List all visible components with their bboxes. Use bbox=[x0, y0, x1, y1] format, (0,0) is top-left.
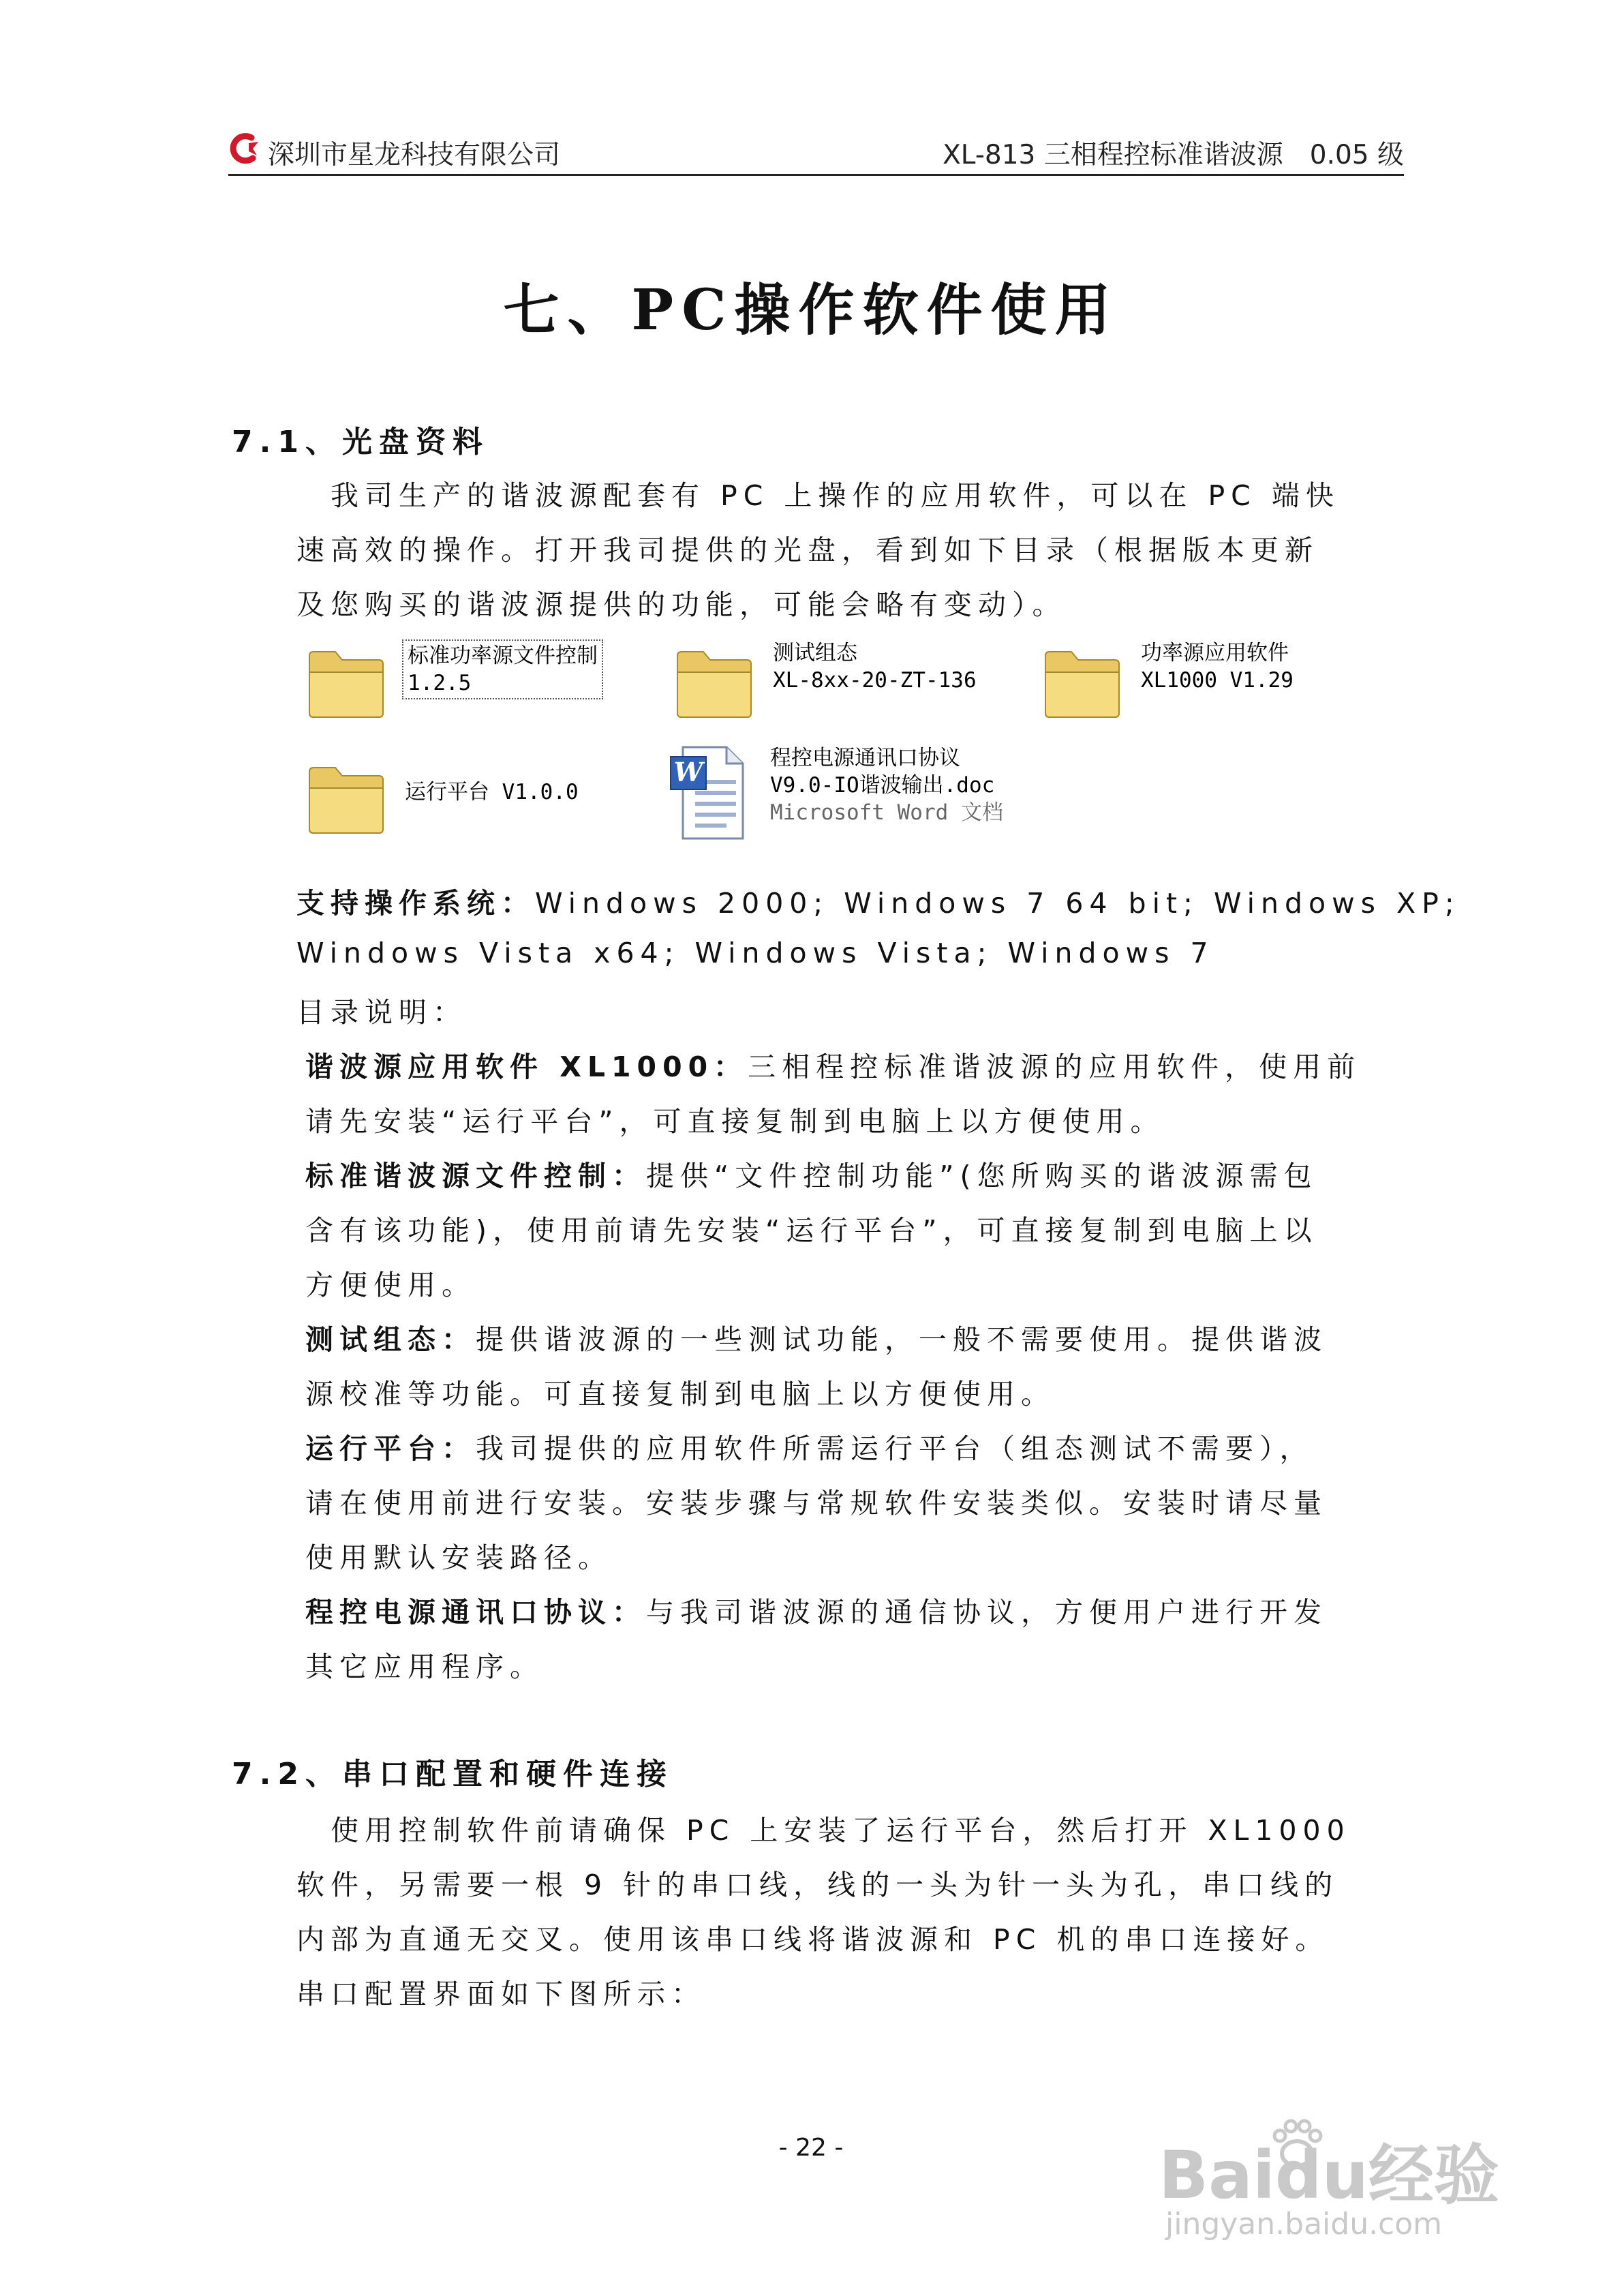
section2-line-2: 软件，另需要一根 9 针的串口线，线的一头为针一头为孔，串口线的 bbox=[296, 1869, 1339, 1901]
section-heading-7-1: 7.1、光盘资料 bbox=[232, 425, 489, 459]
desc-runtime-line-3: 使用默认安装路径。 bbox=[305, 1541, 612, 1574]
section-heading-7-2: 7.2、串口配置和硬件连接 bbox=[232, 1757, 673, 1792]
company-name: 深圳市星龙科技有限公司 bbox=[268, 140, 561, 170]
folder-version: XL-8xx-20-ZT-136 bbox=[773, 668, 977, 693]
folder-name: 运行平台 V1.0.0 bbox=[405, 780, 579, 804]
page-header bbox=[228, 128, 1404, 175]
folder-item[interactable] bbox=[1041, 633, 1396, 721]
intro-line-2: 速高效的操作。打开我司提供的光盘，看到如下目录（根据版本更新 bbox=[296, 534, 1319, 567]
document-label bbox=[770, 744, 1003, 826]
os-support-label: 支持操作系统： bbox=[296, 887, 535, 920]
os-list-2: Windows Vista x64; Windows Vista; Windows 7 bbox=[296, 937, 1214, 969]
header-divider bbox=[228, 174, 1404, 176]
desc-term: 谐波源应用软件 XL1000： bbox=[305, 1051, 748, 1083]
folder-version: XL1000 V1.29 bbox=[1141, 668, 1294, 693]
desc-test-line-1: 测试组态：提供谐波源的一些测试功能，一般不需要使用。提供谐波 bbox=[305, 1323, 1328, 1356]
folder-name: 测试组态 bbox=[773, 641, 857, 665]
desc-runtime-line-2: 请在使用前进行安装。安装步骤与常规软件安装类似。安装时请尽量 bbox=[305, 1487, 1328, 1520]
baidu-watermark bbox=[1152, 2096, 1533, 2246]
desc-test-line-2: 源校准等功能。可直接复制到电脑上以方便使用。 bbox=[305, 1378, 1055, 1410]
desc-file-line-1: 标准谐波源文件控制：提供“文件控制功能”(您所购买的谐波源需包 bbox=[305, 1160, 1318, 1192]
word-document-icon bbox=[668, 742, 750, 844]
folder-icon bbox=[305, 762, 387, 837]
desc-term: 测试组态： bbox=[305, 1323, 476, 1356]
company-logo-icon bbox=[228, 128, 260, 169]
folder-item[interactable] bbox=[305, 633, 660, 721]
desc-protocol-line-2: 其它应用程序。 bbox=[305, 1650, 544, 1683]
folder-label bbox=[773, 639, 977, 694]
folder-version: 1.2.5 bbox=[408, 671, 472, 695]
document-item[interactable] bbox=[668, 742, 1050, 844]
os-list-1: Windows 2000; Windows 7 64 bit; Windows XP; bbox=[535, 887, 1460, 920]
watermark-url: jingyan.baidu.com bbox=[1165, 2207, 1443, 2241]
desc-term: 运行平台： bbox=[305, 1432, 476, 1465]
desc-file-line-2: 含有该功能)，使用前请先安装“运行平台”，可直接复制到电脑上以 bbox=[305, 1214, 1318, 1247]
folder-icon bbox=[1041, 646, 1123, 721]
folder-icon bbox=[305, 646, 387, 721]
section2-line-1: 使用控制软件前请确保 PC 上安装了运行平台，然后打开 XL1000 bbox=[296, 1814, 1351, 1847]
document-type: Microsoft Word 文档 bbox=[770, 800, 1003, 825]
folder-name: 标准功率源文件控制 bbox=[408, 644, 598, 668]
folder-icon bbox=[673, 646, 755, 721]
folder-item[interactable] bbox=[305, 749, 660, 837]
desc-runtime-line-1: 运行平台：我司提供的应用软件所需运行平台（组态测试不需要）， bbox=[305, 1432, 1314, 1465]
desc-app-line-2: 请先安装“运行平台”，可直接复制到电脑上以方便使用。 bbox=[305, 1105, 1165, 1138]
section2-line-3: 内部为直通无交叉。使用该串口线将谐波源和 PC 机的串口连接好。 bbox=[296, 1923, 1330, 1956]
desc-protocol-line-1: 程控电源通讯口协议：与我司谐波源的通信协议，方便用户进行开发 bbox=[305, 1596, 1328, 1629]
directory-notes-label: 目录说明： bbox=[296, 996, 467, 1029]
folder-label bbox=[402, 639, 603, 699]
chapter-title: 七、PC操作软件使用 bbox=[503, 277, 1119, 343]
document-name: 程控电源通讯口协议 bbox=[770, 746, 960, 770]
page-number: - 22 - bbox=[778, 2134, 844, 2162]
folder-item[interactable] bbox=[673, 633, 1028, 721]
os-support-line-1 bbox=[296, 881, 1460, 921]
desc-app-line-1: 谐波源应用软件 XL1000：三相程控标准谐波源的应用软件，使用前 bbox=[305, 1051, 1362, 1083]
document-filename: V9.0-IO谐波输出.doc bbox=[770, 773, 995, 798]
folder-label bbox=[405, 779, 579, 806]
intro-line-3: 及您购买的谐波源提供的功能，可能会略有变动）。 bbox=[296, 588, 1067, 621]
folder-name: 功率源应用软件 bbox=[1141, 641, 1289, 665]
intro-line-1: 我司生产的谐波源配套有 PC 上操作的应用软件，可以在 PC 端快 bbox=[296, 479, 1340, 512]
desc-file-line-3: 方便使用。 bbox=[305, 1269, 476, 1301]
section2-line-4: 串口配置界面如下图所示： bbox=[296, 1978, 705, 2010]
product-model: XL-813 三相程控标准谐波源 0.05 级 bbox=[943, 140, 1404, 170]
svg-text:W: W bbox=[673, 757, 703, 787]
desc-term: 程控电源通讯口协议： bbox=[305, 1596, 646, 1629]
watermark-brand: Baidu经验 bbox=[1159, 2137, 1499, 2214]
folder-label bbox=[1141, 639, 1294, 694]
desc-term: 标准谐波源文件控制： bbox=[305, 1160, 646, 1192]
